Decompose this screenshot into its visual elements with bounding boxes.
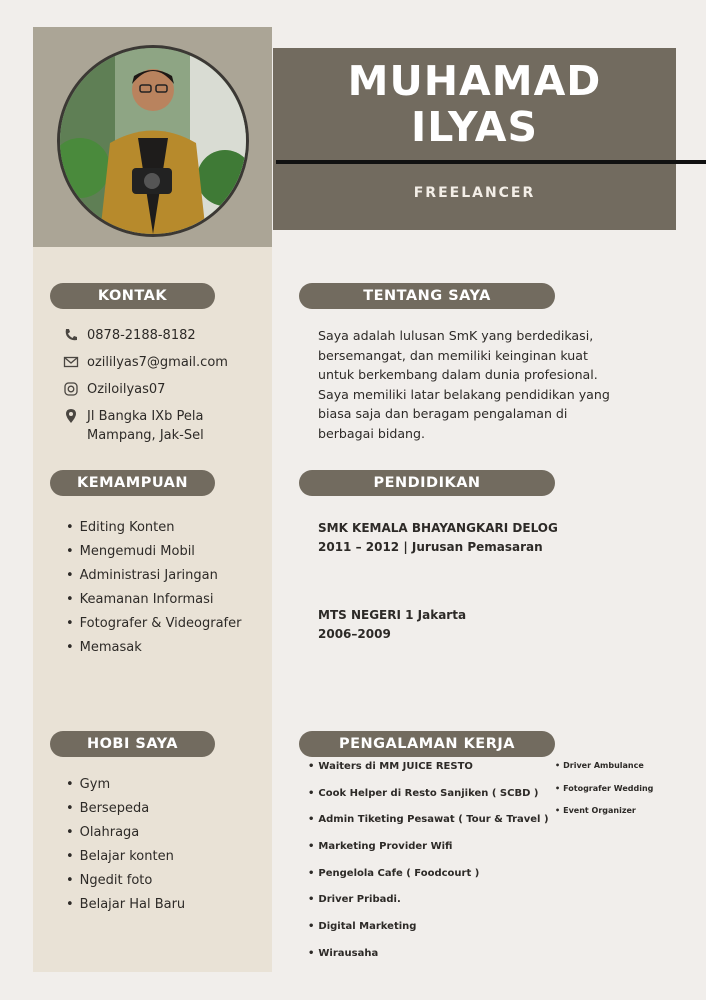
contact-heading: KONTAK <box>50 283 215 309</box>
list-item: • Bersepeda <box>66 797 185 821</box>
name-line-1: MUHAMAD <box>347 57 602 105</box>
phone-text: 0878-2188-8182 <box>87 328 196 343</box>
instagram-icon <box>63 381 79 397</box>
list-item: • Editing Konten <box>66 516 241 540</box>
contact-phone <box>63 326 196 345</box>
list-item: • Belajar Hal Baru <box>66 893 185 917</box>
list-item: • Pengelola Cafe ( Foodcourt ) <box>308 865 549 892</box>
address-line-2: Mampang, Jak-Sel <box>87 428 204 443</box>
phone-icon <box>63 327 79 343</box>
about-line: Saya adalah lulusan SmK yang berdedikasi, <box>318 328 594 343</box>
list-item: • Memasak <box>66 636 241 660</box>
about-line: biasa saja dan beragam pengalaman di <box>318 406 568 422</box>
education-heading: PENDIDIKAN <box>299 470 555 496</box>
about-line: Saya memiliki latar belakang pendidikan yang <box>318 386 610 402</box>
address-text <box>87 407 204 445</box>
about-heading: TENTANG SAYA <box>299 283 555 309</box>
address-line-1: Jl Bangka IXb Pela <box>87 409 204 424</box>
mail-icon <box>63 354 79 370</box>
skills-list <box>66 516 241 660</box>
list-item: • Gym <box>66 773 185 797</box>
experience-list <box>308 758 549 972</box>
hobbies-list <box>66 773 185 917</box>
education-entry <box>318 606 466 644</box>
about-line: berbagai bidang. <box>318 425 426 441</box>
contact-address <box>63 407 204 445</box>
school-detail: 2006–2009 <box>318 627 391 641</box>
location-pin-icon <box>63 408 79 424</box>
list-item: • Event Organizer <box>555 803 653 826</box>
list-item: • Digital Marketing <box>308 918 549 945</box>
about-text <box>318 326 648 444</box>
job-role: FREELANCER <box>413 185 536 201</box>
avatar <box>57 45 249 237</box>
list-item: • Mengemudi Mobil <box>66 540 241 564</box>
list-item: • Olahraga <box>66 821 185 845</box>
about-line: untuk berkembang dalam dunia profesional. <box>318 367 598 383</box>
list-item: • Keamanan Informasi <box>66 588 241 612</box>
list-item: • Admin Tiketing Pesawat ( Tour & Travel ) <box>308 811 549 838</box>
education-entry <box>318 519 558 557</box>
name-divider <box>276 160 706 164</box>
instagram-text: Oziloilyas07 <box>87 382 166 397</box>
name-line-2: ILYAS <box>410 103 539 151</box>
list-item: • Administrasi Jaringan <box>66 564 241 588</box>
list-item: • Fotografer & Videografer <box>66 612 241 636</box>
hobbies-heading: HOBI SAYA <box>50 731 215 757</box>
list-item: • Marketing Provider Wifi <box>308 838 549 865</box>
experience-list-extra <box>555 758 653 826</box>
list-item: • Cook Helper di Resto Sanjiken ( SCBD ) <box>308 785 549 812</box>
list-item: • Ngedit foto <box>66 869 185 893</box>
skills-heading: KEMAMPUAN <box>50 470 215 496</box>
contact-email <box>63 353 228 372</box>
list-item: • Waiters di MM JUICE RESTO <box>308 758 549 785</box>
list-item: • Driver Pribadi. <box>308 891 549 918</box>
list-item: • Belajar konten <box>66 845 185 869</box>
contact-instagram <box>63 380 165 399</box>
list-item: • Wirausaha <box>308 945 549 972</box>
about-line: bersemangat, dan memiliki keinginan kuat <box>318 347 588 363</box>
list-item: • Driver Ambulance <box>555 758 653 781</box>
school-detail: 2011 – 2012 | Jurusan Pemasaran <box>318 540 543 554</box>
email-text: ozililyas7@gmail.com <box>87 355 228 370</box>
school-name: SMK KEMALA BHAYANGKARI DELOG <box>318 521 558 535</box>
list-item: • Fotografer Wedding <box>555 781 653 804</box>
school-name: MTS NEGERI 1 Jakarta <box>318 608 467 622</box>
full-name <box>273 58 676 150</box>
experience-heading: PENGALAMAN KERJA <box>299 731 555 757</box>
